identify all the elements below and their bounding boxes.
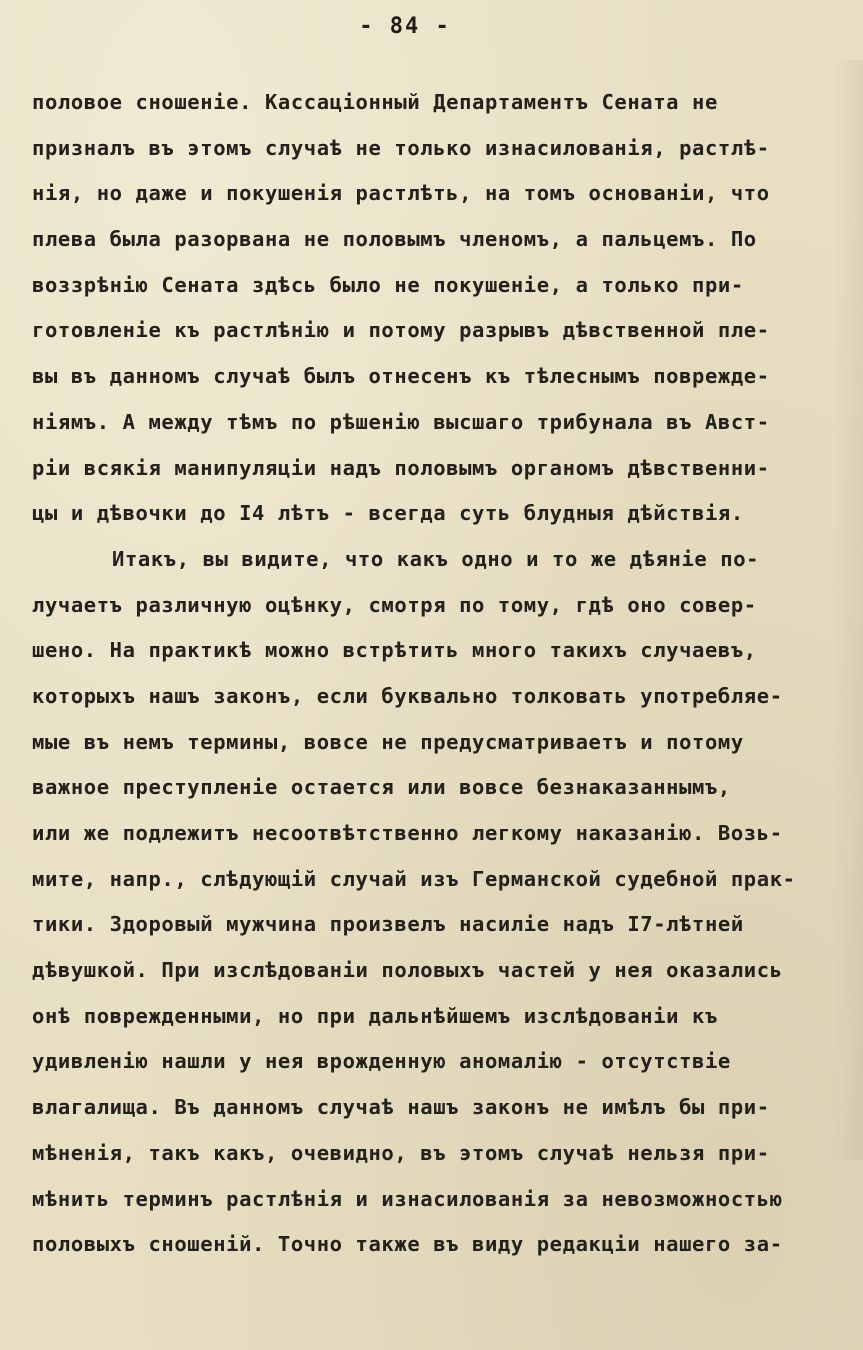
paragraph-start-line: Итакъ, вы видите, что какъ одно и то же дѣяніе по- <box>112 546 760 571</box>
text-line: тики. Здоровый мужчина произвелъ насиліе надъ I7-лѣтней <box>32 912 744 937</box>
text-line: мѣнить терминъ растлѣнія и изнасилованія за невозможностью <box>32 1186 783 1211</box>
text-line: вы въ данномъ случаѣ былъ отнесенъ къ тѣлеснымъ поврежде- <box>32 364 770 389</box>
body-text <box>32 84 844 1272</box>
text-line: цы и дѣвочки до I4 лѣтъ - всегда суть блудныя дѣйствія. <box>32 501 744 526</box>
text-line: которыхъ нашъ законъ, если буквально толковать употребляе- <box>32 683 783 708</box>
page-number: - 84 - <box>359 14 451 39</box>
text-line: мые въ немъ термины, вовсе не предусматриваетъ и потому <box>32 729 744 754</box>
text-line: половое сношеніе. Кассаціонный Департаментъ Сената не <box>32 90 718 114</box>
text-line: влагалища. Въ данномъ случаѣ нашъ законъ не имѣлъ бы при- <box>32 1095 770 1120</box>
text-line: призналъ въ этомъ случаѣ не только изнасилованія, растлѣ- <box>32 135 770 160</box>
text-line: или же подлежитъ несоотвѣтственно легкому наказанію. Возь- <box>32 821 783 845</box>
text-line: ріи всякія манипуляціи надъ половымъ органомъ дѣвственни- <box>32 455 770 480</box>
text-line: дѣвушкой. При изслѣдованіи половыхъ частей у нея оказались <box>32 958 783 983</box>
text-line: онѣ поврежденными, но при дальнѣйшемъ изслѣдованіи къ <box>32 1003 718 1028</box>
text-line: нія, но даже и покушенія растлѣть, на томъ основаніи, что <box>32 181 770 206</box>
text-line: шено. На практикѣ можно встрѣтить много такихъ случаевъ, <box>32 638 757 663</box>
text-line: ніямъ. А между тѣмъ по рѣшенію высшаго трибунала въ Авст- <box>32 409 770 434</box>
text-line: половыхъ сношеній. Точно также въ виду редакціи нашего за- <box>32 1232 783 1257</box>
text-line: важное преступленіе остается или вовсе безнаказаннымъ, <box>32 775 731 800</box>
text-line: лучаетъ различную оцѣнку, смотря по тому, гдѣ оно совер- <box>32 592 757 617</box>
text-line: плева была разорвана не половымъ членомъ, а пальцемъ. По <box>32 227 757 252</box>
text-line: удивленію нашли у нея врожденную аномалію - отсутствіе <box>32 1049 731 1074</box>
text-line: воззрѣнію Сената здѣсь было не покушеніе, а только при- <box>32 272 744 297</box>
text-line: мѣненія, такъ какъ, очевидно, въ этомъ случаѣ нельзя при- <box>32 1140 770 1165</box>
text-line: готовленіе къ растлѣнію и потому разрывъ дѣвственной пле- <box>32 318 770 343</box>
text-line: мите, напр., слѣдующій случай изъ Германской судебной прак- <box>32 866 796 891</box>
